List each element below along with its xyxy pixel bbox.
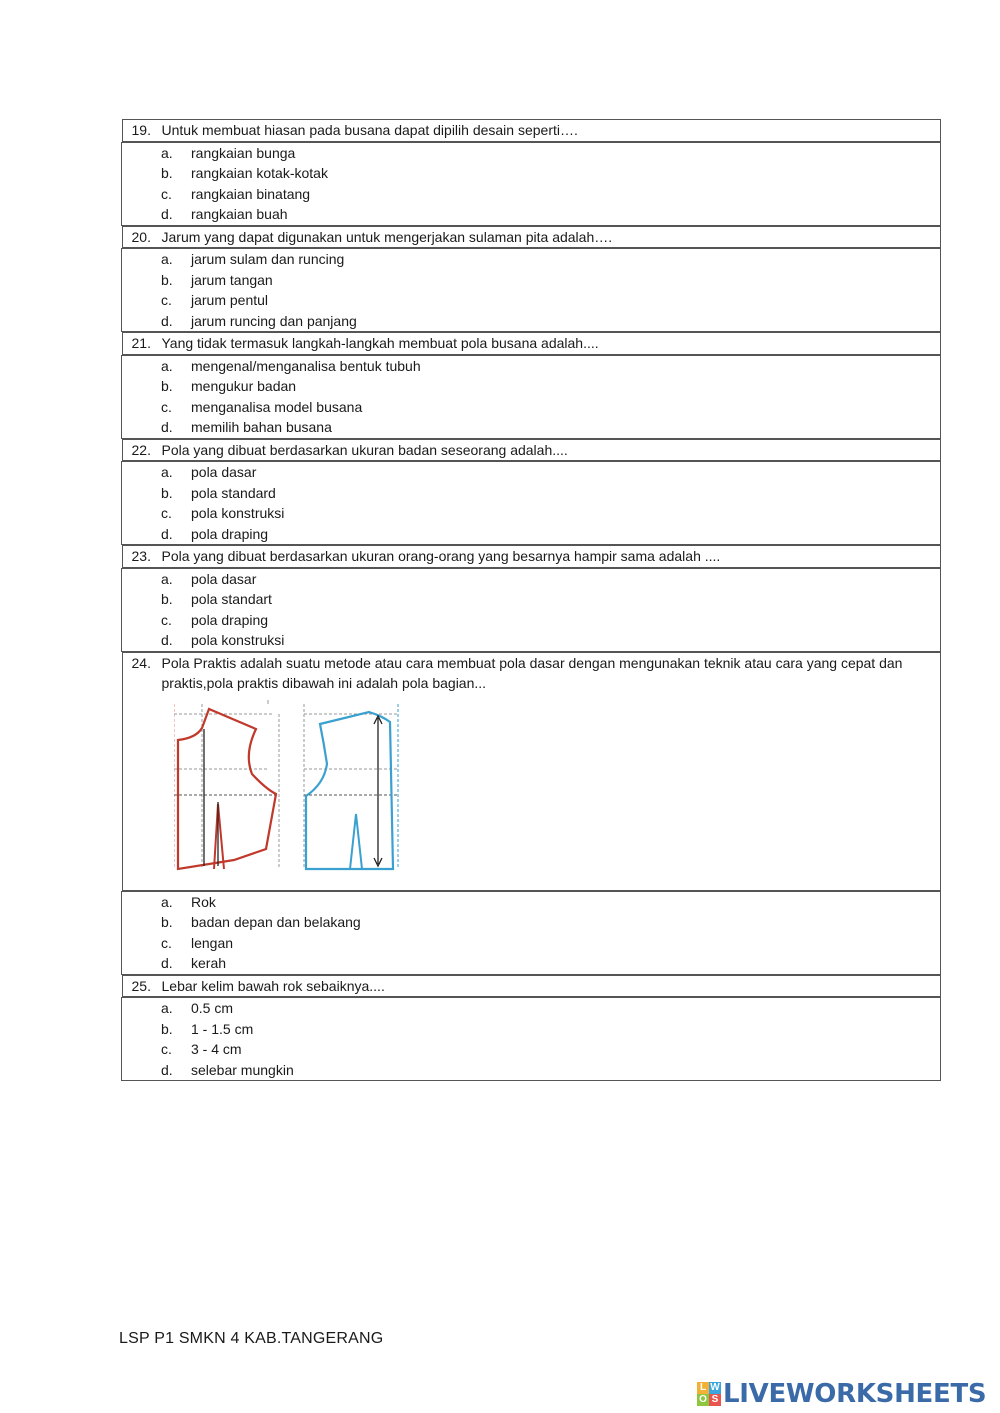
option-a[interactable] [122, 569, 940, 590]
option-letter: b. [161, 165, 173, 181]
option-text: 3 - 4 cm [191, 1041, 242, 1057]
option-letter: d. [161, 419, 173, 435]
option-b[interactable] [122, 483, 940, 504]
options-row [122, 462, 941, 545]
front-dart [214, 804, 224, 869]
question-20 [122, 226, 941, 249]
option-letter: a. [161, 1000, 173, 1016]
question-24 [122, 652, 941, 891]
option-letter: b. [161, 378, 173, 394]
option-letter: a. [161, 357, 173, 374]
option-text: jarum tangan [191, 271, 273, 288]
option-letter: b. [161, 484, 173, 501]
liveworksheets-logo[interactable] [697, 1378, 986, 1410]
option-text: selebar mungkin [191, 1061, 294, 1078]
option-c[interactable] [122, 610, 940, 631]
question-row [122, 545, 941, 569]
option-b[interactable] [122, 589, 940, 610]
options-21 [122, 355, 941, 438]
option-text: memilih bahan busana [191, 419, 332, 435]
option-c[interactable] [122, 503, 940, 524]
question-number: 24. [131, 654, 151, 671]
option-letter: b. [161, 271, 173, 288]
option-letter: a. [161, 464, 173, 480]
option-text: pola konstruksi [191, 505, 285, 521]
pattern-figure [132, 694, 932, 890]
option-a[interactable] [122, 249, 940, 270]
options-25 [122, 998, 941, 1081]
options-row [122, 891, 941, 974]
option-a[interactable] [122, 143, 940, 164]
question-number: 22. [131, 441, 151, 458]
option-letter: d. [161, 632, 173, 648]
question-number: 21. [131, 335, 151, 351]
question-19 [122, 119, 941, 142]
options-23 [122, 568, 941, 651]
option-text: jarum runcing dan panjang [191, 312, 357, 329]
question-row [122, 332, 941, 356]
front-bodice-pattern [174, 700, 279, 869]
question-row [122, 119, 941, 142]
options-20 [122, 249, 941, 332]
question-number: 20. [131, 228, 151, 245]
option-b[interactable] [122, 912, 940, 933]
option-d[interactable] [122, 953, 940, 974]
option-text: rangkaian binatang [191, 185, 311, 202]
option-text: pola draping [191, 611, 269, 628]
option-letter: d. [161, 1061, 173, 1078]
option-letter: c. [161, 934, 172, 951]
option-text: rangkaian kotak-kotak [191, 165, 328, 181]
option-c[interactable] [122, 397, 940, 418]
option-letter: c. [161, 185, 172, 202]
bodice-pattern-diagram [174, 694, 414, 884]
option-text: Rok [191, 893, 216, 910]
option-d[interactable] [122, 311, 940, 332]
option-text: pola dasar [191, 464, 257, 480]
option-letter: c. [161, 1041, 172, 1057]
question-row [122, 438, 941, 462]
option-text: jarum sulam dan runcing [191, 251, 345, 267]
liveworksheets-logo-icon [697, 1382, 721, 1406]
option-text: rangkaian bunga [191, 144, 296, 161]
option-letter: d. [161, 955, 173, 971]
option-letter: a. [161, 570, 173, 587]
option-c[interactable] [122, 184, 940, 205]
brand-name: LIVEWORKSHEETS [723, 1379, 987, 1409]
options-19 [122, 142, 941, 225]
option-letter: c. [161, 292, 172, 308]
options-row [122, 568, 941, 651]
option-letter: d. [161, 312, 173, 329]
question-text: Yang tidak termasuk langkah-langkah membuat pola busana adalah.... [161, 335, 599, 351]
option-text: pola draping [191, 525, 269, 542]
option-d[interactable] [122, 630, 940, 651]
option-b[interactable] [122, 1019, 940, 1040]
options-row [122, 998, 941, 1081]
options-22 [122, 462, 941, 545]
page-footer: LSP P1 SMKN 4 KAB.TANGERANG [119, 1330, 384, 1347]
option-text: badan depan dan belakang [191, 914, 361, 930]
back-bodice-pattern [304, 704, 398, 869]
question-text: Pola yang dibuat berdasarkan ukuran orang-orang yang besarnya hampir sama adalah .... [161, 548, 721, 564]
option-text: rangkaian buah [191, 206, 288, 222]
option-text: pola konstruksi [191, 632, 285, 648]
logo-tile: L [697, 1382, 709, 1394]
options-row [122, 249, 941, 332]
question-row [122, 974, 941, 998]
option-d[interactable] [122, 1060, 940, 1081]
logo-tile: S [709, 1394, 721, 1406]
option-letter: a. [161, 144, 173, 161]
option-c[interactable] [122, 1039, 940, 1060]
option-letter: c. [161, 611, 172, 628]
back-dart [350, 814, 362, 869]
option-text: pola standart [191, 591, 272, 607]
question-number: 19. [131, 122, 151, 138]
option-a[interactable] [122, 462, 940, 483]
option-c[interactable] [122, 290, 940, 311]
option-text: mengukur badan [191, 378, 297, 394]
question-number: 25. [131, 977, 151, 994]
option-b[interactable] [122, 376, 940, 397]
option-text: lengan [191, 934, 234, 951]
option-text: 1 - 1.5 cm [191, 1020, 254, 1037]
option-text: mengenal/menganalisa bentuk tubuh [191, 357, 421, 374]
back-bodice-outline [306, 712, 393, 869]
option-b[interactable] [122, 270, 940, 291]
option-b[interactable] [122, 163, 940, 184]
option-letter: b. [161, 591, 173, 607]
question-row [122, 225, 941, 249]
option-d[interactable] [122, 524, 940, 545]
option-a[interactable] [122, 356, 940, 377]
option-letter: b. [161, 914, 173, 930]
question-25 [122, 975, 941, 998]
option-c[interactable] [122, 933, 940, 954]
option-text: 0.5 cm [191, 1000, 234, 1016]
option-text: kerah [191, 955, 227, 971]
options-24 [122, 891, 941, 974]
question-row [122, 651, 941, 891]
option-letter: c. [161, 505, 172, 521]
option-letter: d. [161, 206, 173, 222]
option-a[interactable] [122, 892, 940, 913]
question-text: Untuk membuat hiasan pada busana dapat dipilih desain seperti…. [161, 122, 578, 138]
question-text: Lebar kelim bawah rok sebaiknya.... [161, 977, 385, 994]
question-text: Jarum yang dapat digunakan untuk mengerjakan sulaman pita adalah…. [161, 228, 613, 245]
option-text: menganalisa model busana [191, 398, 363, 415]
question-text: Pola Praktis adalah suatu metode atau cara membuat pola dasar dengan mengunakan teknik atau cara yang cepat dan praktis,pola praktis dibawah ini adalah pola bagian... [161, 654, 903, 691]
options-row [122, 355, 941, 438]
option-letter: c. [161, 398, 172, 415]
question-text: Pola yang dibuat berdasarkan ukuran badan seseorang adalah.... [161, 441, 568, 458]
options-row [122, 142, 941, 225]
option-text: pola standard [191, 484, 276, 501]
option-letter: a. [161, 893, 173, 910]
option-letter: a. [161, 251, 173, 267]
option-letter: d. [161, 525, 173, 542]
front-bodice-outline [178, 709, 276, 869]
question-23 [122, 545, 941, 568]
option-text: pola dasar [191, 570, 257, 587]
option-d[interactable] [122, 204, 940, 225]
question-table [121, 119, 941, 1081]
logo-tile: O [697, 1394, 709, 1406]
question-21 [122, 332, 941, 355]
question-22 [122, 439, 941, 462]
question-number: 23. [131, 548, 151, 564]
logo-tile: W [710, 1382, 720, 1393]
option-d[interactable] [122, 417, 940, 438]
option-a[interactable] [122, 998, 940, 1019]
option-letter: b. [161, 1020, 173, 1037]
option-text: jarum pentul [191, 292, 269, 308]
